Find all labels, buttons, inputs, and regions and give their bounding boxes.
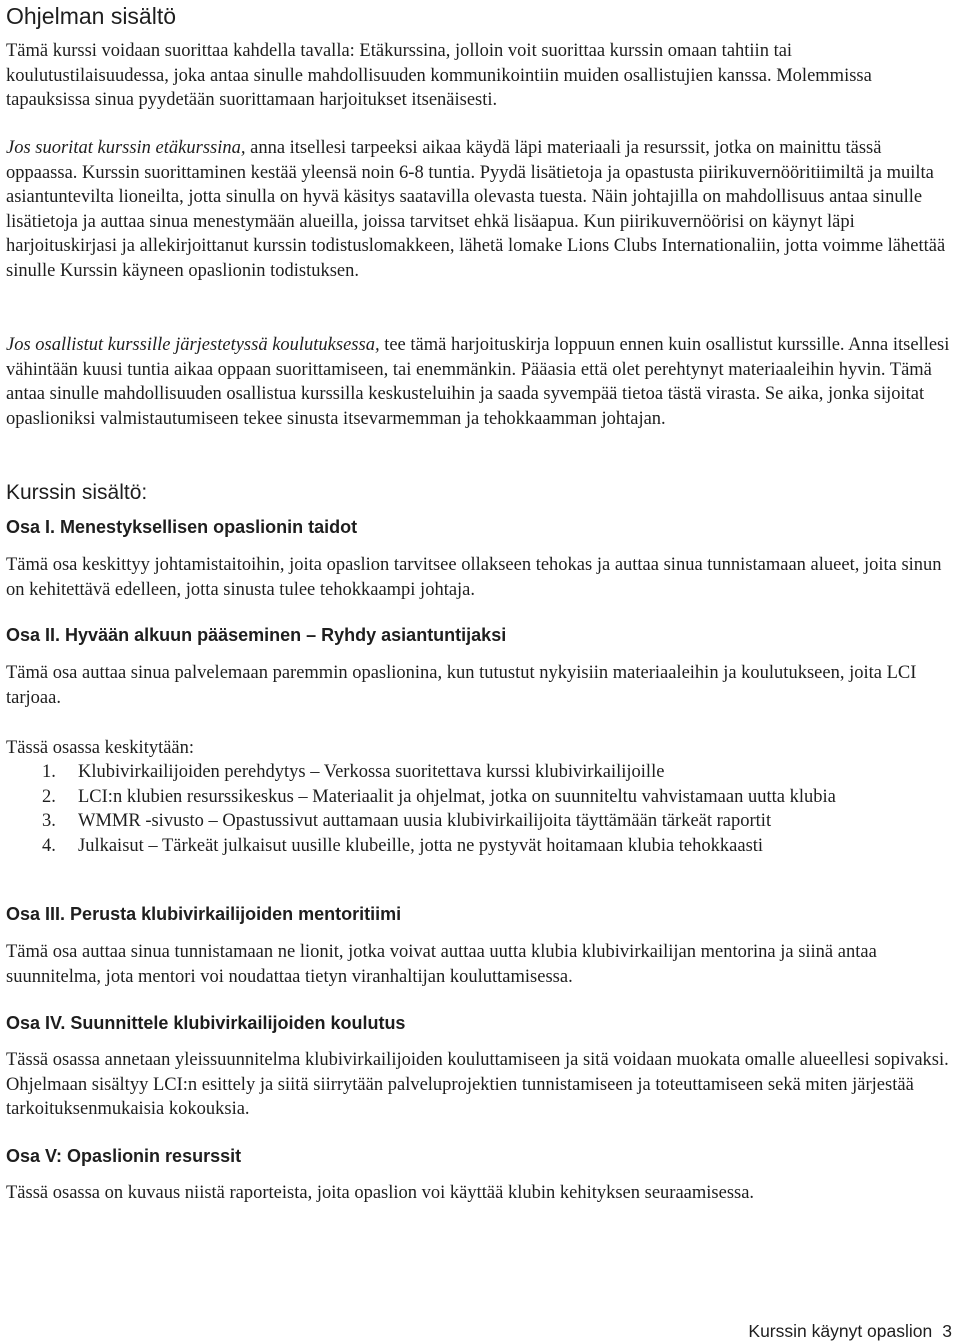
list-item-text: LCI:n klubien resurssikeskus – Materiaalit ja ohjelmat, jotka on suunniteltu vahvistamaan uutta klubia xyxy=(78,786,836,807)
section-5-text: Tässä osassa on kuvaus niistä raporteista, joita opaslion voi käyttää klubin kehityksen seuraamisessa. xyxy=(6,1183,755,1203)
footer-title: Kurssin käynyt opaslion xyxy=(748,1321,933,1341)
section-5-label: Osa V: xyxy=(6,1146,63,1166)
list-item-number: 4. xyxy=(42,835,56,856)
section-1-text: Tämä osa keskittyy johtamistaitoihin, joita opaslion tarvitsee ollakseen tehokas ja auttaa sinua tunnistamaan alueet, joita sinun on kehitettävä edelleen, jotta sinusta tulee tehokkaampi johtaja. xyxy=(6,555,942,600)
list-item-number: 2. xyxy=(42,786,56,807)
section-4-text: Tässä osassa annetaan yleissuunnitelma klubivirkailijoiden kouluttamiseen ja sitä voidaan muokata omalle alueellesi sopivaksi. Ohjelmaan sisältyy LCI:n esittely ja siitä siirrytään palveluprojektien tunnistamiseen ja toteuttamiseen sekä miten järjestää tarkoituksenmukaisia kokouksia. xyxy=(6,1050,949,1119)
list-item-text: Julkaisut – Tärkeät julkaisut uusille klubeille, jotta ne pystyvät hoitamaan klubia tehokkaasti xyxy=(78,835,764,856)
section-1-label: Osa I. xyxy=(6,517,56,537)
section-2-heading xyxy=(6,625,506,646)
section-5-title: Opaslionin resurssit xyxy=(67,1146,242,1166)
section-2-text: Tämä osa auttaa sinua palvelemaan paremmin opaslionina, kun tutustut nykyisiin materiaaleihin ja koulutukseen, joita LCI tarjoaa. xyxy=(6,663,917,708)
section-3-heading xyxy=(6,904,401,925)
section-1-heading xyxy=(6,517,357,538)
section-2-focus-label: Tässä osassa keskitytään: xyxy=(6,738,195,758)
distance-lead: Jos suoritat kurssin etäkurssina, xyxy=(6,138,246,158)
training-body: tee tämä harjoituskirja loppuun ennen kuin osallistut kurssille. Anna itsellesi vähintään kuusi tuntia aikaa oppaan suorittamiseen, tai enemmänkin. Pääasia että olet perehtynyt materiaaleihin hyvin. Tämä antaa sinulle mahdollisuuden osallistua kurssilla keskusteluihin ja saada syvempää tietoa tästä virasta. Se aika, jonka sijoitat opaslioniksi valmistautumiseen tekee sinusta itsevarmemman ja tehokkaamman johtajan. xyxy=(6,335,950,429)
section-5-heading xyxy=(6,1146,241,1167)
training-paragraph xyxy=(6,333,952,431)
page-title: Ohjelman sisältö xyxy=(6,3,177,29)
section-4-label: Osa IV. xyxy=(6,1013,66,1033)
distance-body: anna itsellesi tarpeeksi aikaa käydä läpi materiaali ja resurssit, jotka on mainittu tässä oppaassa. Kurssin suorittaminen kestää yleensä noin 6-8 tuntia. Pyydä lisätietoja ja opastusta piirikuvernööritiimiltä ja muilta asiantuntevilta lioneilta, jotta sinulla on hyvä käsitys saatavilla olevasta tuesta. Näin johtajilla on mahdollisuus antaa sinulle lisätietoja ja auttaa sinua menestymään alueilla, joissa tarvitset ehkä lisäapua. Kun piirikuvernöörisi on käynyt läpi harjoituskirjasi ja allekirjoittanut kurssin todistuslomakkeen, lähetä lomake Lions Clubs Internationaliin, jotta voimme lähettää sinulle Kurssin käyneen opaslionin todistuksen. xyxy=(6,138,946,281)
intro-paragraph: Tämä kurssi voidaan suorittaa kahdella tavalla: Etäkurssina, jolloin voit suorittaa kurssin omaan tahtiin tai koulutustilaisuudessa, joka antaa sinulle mahdollisuuden kommunikointiin muiden osallistujien kanssa. Molemmissa tapauksissa sinua pyydetään suorittamaan harjoitukset itsenäisesti. xyxy=(6,41,872,110)
contents-heading: Kurssin sisältö: xyxy=(6,481,148,504)
distance-paragraph xyxy=(6,136,952,283)
section-3-label: Osa III. xyxy=(6,904,66,924)
list-item-text: Klubivirkailijoiden perehdytys – Verkossa suoritettava kurssi klubivirkailijoille xyxy=(78,762,665,782)
list-item xyxy=(6,785,952,810)
section-3-title: Perusta klubivirkailijoiden mentoritiimi xyxy=(70,904,402,924)
section-4-title: Suunnittele klubivirkailijoiden koulutus xyxy=(70,1013,406,1033)
section-2-list xyxy=(6,760,952,858)
list-item-number: 1. xyxy=(42,762,56,782)
list-item xyxy=(6,809,952,834)
list-item xyxy=(6,834,952,859)
training-lead: Jos osallistut kurssille järjestetyssä koulutuksessa, xyxy=(6,335,380,355)
page-number: 3 xyxy=(942,1321,952,1341)
section-1-title: Menestyksellisen opaslionin taidot xyxy=(60,517,358,537)
list-item-number: 3. xyxy=(42,811,56,831)
list-item xyxy=(6,760,952,785)
section-4-heading xyxy=(6,1013,405,1034)
section-2-label: Osa II. xyxy=(6,625,61,645)
section-2-title: Hyvään alkuun pääseminen – Ryhdy asiantuntijaksi xyxy=(65,625,507,645)
section-3-text: Tämä osa auttaa sinua tunnistamaan ne lionit, jotka voivat auttaa uutta klubia klubivirkailijan mentorina ja siinä antaa suunnitelma, jota mentori voi noudattaa tietyn viranhaltijan kouluttamisessa. xyxy=(6,942,877,987)
list-item-text: WMMR -sivusto – Opastussivut auttamaan uusia klubivirkailijoita täyttämään tärkeät raportit xyxy=(78,811,772,831)
page-footer xyxy=(748,1321,952,1342)
